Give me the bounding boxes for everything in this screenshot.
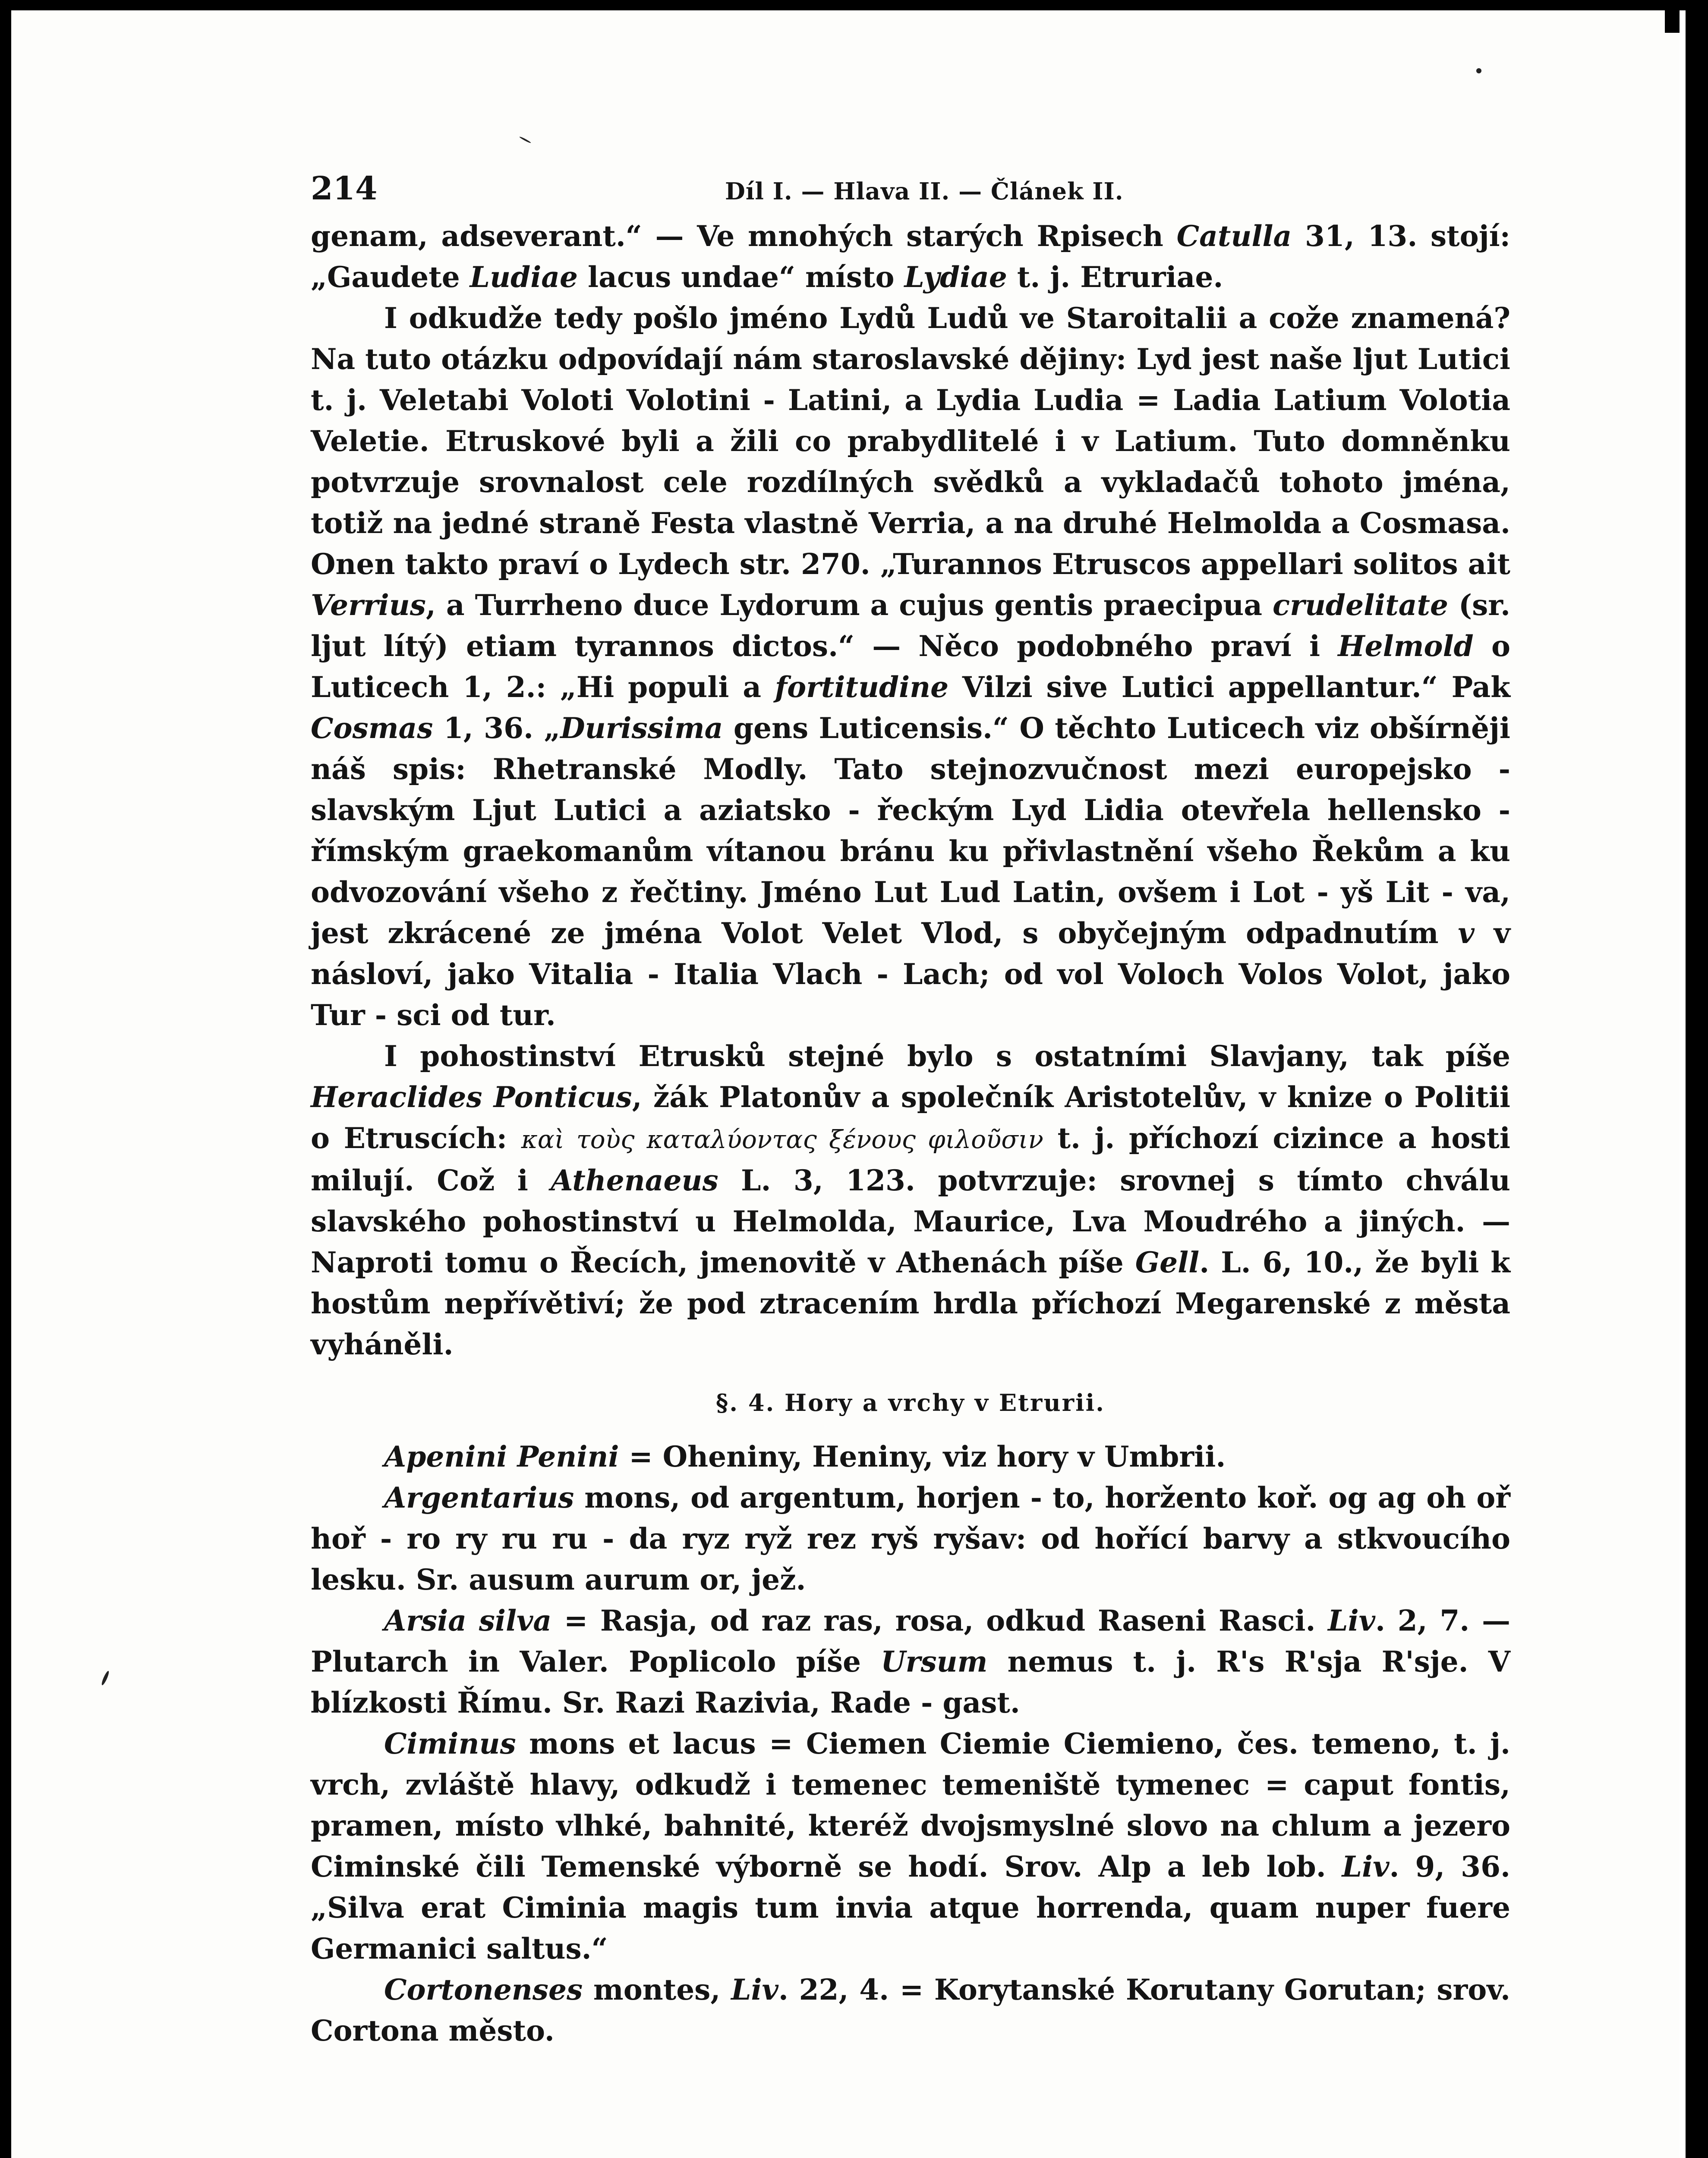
- italic-term: crudelitate: [1272, 588, 1448, 622]
- italic-term: Argentarius: [384, 1481, 574, 1514]
- text-run: I odkudže tedy pošlo jméno Lydů Ludů ve Staroitalii a cože znamená? Na tuto otázku odpovídají nám staroslavské dějiny: Lyd jest naše ljut Lutici t. j. Veletabi Voloti Volotini - Latini, a Lydia Ludia = Ladia Latium Volotia Veletie. Etruskové byli a žili co prabydlitelé i v Latium. Tuto domněnku potvrzuje srovnalost cele rozdílných svědků a vykladačů tohoto jména, totiž na jedné straně Festa vlastně Verria, a na druhé Helmolda a Cosmasa. Onen takto praví o Lydech str. 270. „Turannos Etruscos appellari solitos ait: [311, 301, 1510, 581]
- dust-speck: [101, 1670, 110, 1686]
- running-head: Díl I. — Hlava II. — Článek II.: [725, 177, 1124, 205]
- text-run: t. j. příchozí cizince a hosti milují. Což i: [311, 1121, 1510, 1197]
- text-run: , a Turrheno duce Lydorum a cujus gentis praecipua: [425, 588, 1273, 622]
- entry-paragraph: [311, 1969, 1510, 2051]
- dust-speck: [519, 136, 531, 144]
- text-run: mons et lacus = Ciemen Ciemie Ciemieno, čes. temeno, t. j. vrch, zvláště hlavy, odkudž i temenec temeniště tymenec = caput fontis, pramen, místo vlhké, bahnité, kteréž dvojsmyslné slovo na chlum a jezero Ciminské čili Temenské výborně se hodí. Srov. Alp a leb lob.: [311, 1727, 1510, 1884]
- page-number: 214: [311, 170, 378, 207]
- text-run: = Rasja, od raz ras, rosa, odkud Raseni Rasci.: [551, 1604, 1328, 1637]
- text-run: L. 3, 123. potvrzuje: srovnej s tímto chválu slavského pohostinství u Helmolda, Maurice, Lva Moudrého a jiných. — Naproti tomu o Řecích, jmenovitě v Athenách píše: [311, 1164, 1510, 1279]
- page-content: [311, 168, 1510, 2051]
- italic-term: Durissima: [560, 711, 723, 745]
- paragraph: [311, 1036, 1510, 1365]
- italic-term: Liv: [731, 1973, 778, 2007]
- text-run: lacus undae“ místo: [578, 260, 904, 294]
- italic-term: Arsia silva: [384, 1604, 552, 1637]
- italic-term: Heraclides Ponticus: [311, 1080, 632, 1114]
- scan-edge-mark: [1665, 10, 1680, 33]
- text-run: genam, adseverant.“ — Ve mnohých starých Rpisech: [311, 219, 1177, 253]
- italic-term: Cosmas: [311, 711, 433, 745]
- italic-term: Liv: [1342, 1850, 1390, 1884]
- text-run: t. j. Etruriae.: [1007, 260, 1223, 294]
- entry-paragraph: [311, 1600, 1510, 1723]
- section-heading: §. 4. Hory a vrchy v Etrurii.: [716, 1389, 1105, 1417]
- text-run: mons, od argentum, horjen - to, horžento koř. og ag oh oř hoř - ro ry ru ru - da ryz ryž rez ryš ryšav: od hořící barvy a stkvoucího lesku. Sr. ausum aurum or, jež.: [311, 1481, 1510, 1596]
- text-run: . L. 6, 10., že byli k hostům nepřívětiví; že pod ztracením hrdla příchozí Megarenské z města vyháněli.: [311, 1246, 1510, 1361]
- italic-term: Cortonenses: [384, 1973, 583, 2007]
- body-text: [311, 216, 1510, 1365]
- italic-term: Ciminus: [384, 1727, 516, 1760]
- entry-paragraph: [311, 1477, 1510, 1600]
- italic-term: Apenini Penini: [384, 1440, 619, 1473]
- italic-term: Lydiae: [904, 260, 1007, 294]
- paragraph: [311, 298, 1510, 1036]
- italic-term: Helmold: [1338, 629, 1474, 663]
- text-run: nemus t. j. R's R'sja R'sje. V blízkosti Římu. Sr. Razi Razivia, Rade - gast.: [311, 1645, 1510, 1719]
- italic-term: Liv: [1328, 1604, 1375, 1637]
- text-run: gens Luticensis.“ O těchto Luticech viz obšírněji náš spis: Rhetranské Modly. Tato stejnozvučnost mezi europejsko - slavským Ljut Lutici a aziatsko - řeckým Lyd Lidia otevřela hellensko - římským graekomanům vítanou bránu ku přivlastnění všeho Řekům a ku odvozování všeho z řečtiny. Jméno Lut Lud Latin, ovšem i Lot - yš Lit - va, jest zkrácené ze jména Volot Velet Vlod, s obyčejným odpadnutím: [311, 711, 1510, 950]
- italic-term: Ursum: [881, 1645, 988, 1678]
- entry-paragraph: [311, 1723, 1510, 1969]
- text-run: v násloví, jako Vitalia - Italia Vlach - Lach; od vol Voloch Volos Volot, jako Tur - sci od tur.: [311, 916, 1511, 1032]
- text-run: (sr. ljut lítý) etiam tyrannos dictos.“ — Něco podobného praví i: [311, 588, 1510, 663]
- text-run: 31, 13. stojí: „Gaudete: [311, 219, 1511, 294]
- text-run: = Oheniny, Heniny, viz hory v Umbrii.: [619, 1440, 1226, 1473]
- text-run: . 2, 7. — Plutarch in Valer. Poplicolo píše: [311, 1604, 1510, 1678]
- text-run: I pohostinství Etrusků stejné bylo s ostatními Slavjany, tak píše: [384, 1039, 1510, 1073]
- paragraph: [311, 216, 1510, 298]
- italic-term: v: [1458, 916, 1475, 950]
- italic-term: Athenaeus: [551, 1164, 718, 1197]
- text-run: Vilzi sive Lutici appellantur.“ Pak: [949, 670, 1510, 704]
- italic-term: Ludiae: [470, 260, 578, 294]
- text-run: . 9, 36. „Silva erat Ciminia magis tum invia atque horrenda, quam nuper fuere Germanici saltus.“: [311, 1850, 1511, 1966]
- text-run: . 22, 4. = Korytanské Korutany Gorutan; srov. Cortona město.: [311, 1973, 1510, 2048]
- dust-speck: [1476, 68, 1481, 73]
- text-run: 1, 36. „: [433, 711, 561, 745]
- page-header: [311, 168, 1510, 216]
- text-run: , žák Platonův a společník Aristotelův, v knize o Politii o Etruscích:: [311, 1080, 1510, 1155]
- italic-term: Verrius: [311, 588, 426, 622]
- italic-term: fortitudine: [775, 670, 949, 704]
- italic-term: Catulla: [1176, 219, 1292, 253]
- italic-term: Gell: [1135, 1246, 1200, 1279]
- entry-paragraph: [311, 1436, 1510, 1477]
- text-run: o Luticech 1, 2.: „Hi populi a: [311, 629, 1510, 704]
- greek-quote: καὶ τοὺς καταλύοντας ξένους φιλοῦσιν: [521, 1125, 1043, 1154]
- text-run: montes,: [583, 1973, 731, 2007]
- entry-list: [311, 1436, 1510, 2051]
